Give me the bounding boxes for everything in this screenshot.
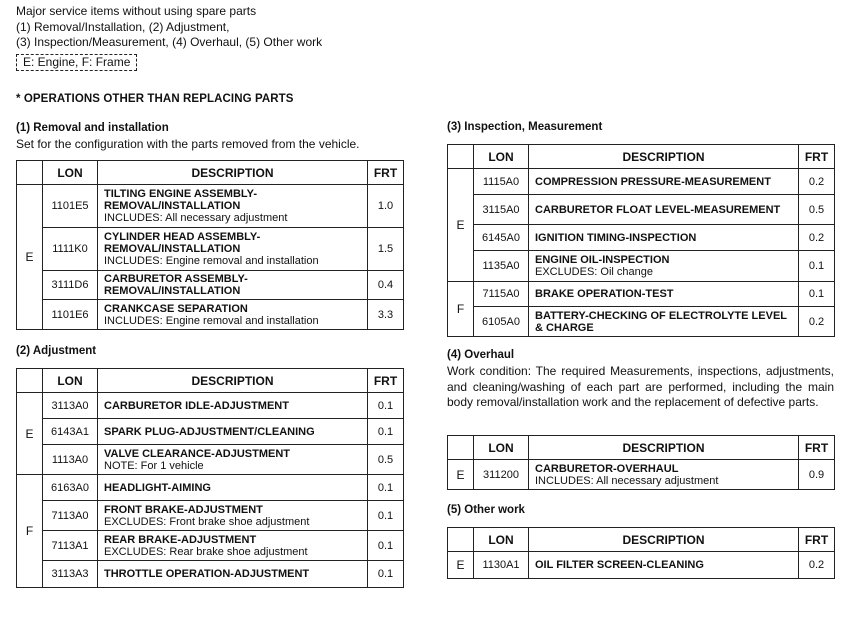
intro-line-1: Major service items without using spare parts <box>16 4 257 18</box>
lon-cell: 3111D6 <box>43 271 98 300</box>
description-cell <box>98 185 368 228</box>
item-name: CARBURETOR ASSEMBLY-REMOVAL/INSTALLATION <box>104 273 248 297</box>
table-row <box>448 195 835 225</box>
lon-cell: 3115A0 <box>474 195 529 225</box>
intro-block <box>16 4 322 71</box>
lon-cell: 6105A0 <box>474 307 529 337</box>
inspection-table <box>447 144 835 337</box>
legend-box: E: Engine, F: Frame <box>16 54 137 71</box>
description-cell <box>98 271 368 300</box>
item-note: EXCLUDES: Front brake shoe adjustment <box>104 515 310 528</box>
item-name: SPARK PLUG-ADJUSTMENT/CLEANING <box>104 425 315 438</box>
table-row <box>17 300 404 330</box>
description-cell <box>529 225 799 251</box>
item-name: OIL FILTER SCREEN-CLEANING <box>535 559 704 571</box>
table-header <box>17 161 404 185</box>
table-row <box>17 501 404 531</box>
frt-cell: 0.2 <box>799 552 835 579</box>
item-note: EXCLUDES: Oil change <box>535 266 653 278</box>
other-work-table <box>447 527 835 579</box>
item-note: EXCLUDES: Rear brake shoe adjustment <box>104 545 308 558</box>
table-row <box>17 475 404 501</box>
table-row <box>448 282 835 307</box>
table-row <box>17 445 404 475</box>
category-cell: E <box>17 393 43 475</box>
item-name: FRONT BRAKE-ADJUSTMENT <box>104 503 263 516</box>
table-row <box>17 228 404 271</box>
item-note: INCLUDES: All necessary adjustment <box>104 212 288 224</box>
frt-cell: 0.1 <box>368 393 404 419</box>
description-cell <box>98 475 368 501</box>
header-cat <box>448 436 474 460</box>
header-cat <box>448 145 474 169</box>
header-lon: LON <box>474 436 529 460</box>
lon-cell: 6163A0 <box>43 475 98 501</box>
header-lon: LON <box>474 145 529 169</box>
table-row <box>448 169 835 195</box>
lon-cell: 1101E5 <box>43 185 98 228</box>
description-cell <box>98 531 368 561</box>
description-cell <box>529 169 799 195</box>
item-name: CARBURETOR-OVERHAUL <box>535 462 679 475</box>
frt-cell: 0.4 <box>368 271 404 300</box>
item-name: THROTTLE OPERATION-ADJUSTMENT <box>104 568 310 580</box>
removal-title: (1) Removal and installation <box>16 122 169 134</box>
frt-cell: 0.1 <box>368 419 404 445</box>
removal-table <box>16 160 404 330</box>
category-cell: E <box>448 552 474 579</box>
category-cell: E <box>448 460 474 490</box>
item-name: TILTING ENGINE ASSEMBLY-REMOVAL/INSTALLATION <box>104 188 257 212</box>
frt-cell: 0.1 <box>368 501 404 531</box>
category-cell: E <box>17 185 43 330</box>
header-description: DESCRIPTION <box>529 528 799 552</box>
header-frt: FRT <box>799 436 835 460</box>
overhaul-table <box>447 435 835 490</box>
item-note: INCLUDES: All necessary adjustment <box>535 474 719 487</box>
item-name: CRANKCASE SEPARATION <box>104 302 248 315</box>
frt-cell: 0.1 <box>368 561 404 588</box>
frt-cell: 0.2 <box>799 307 835 337</box>
table-row <box>448 460 835 490</box>
frt-cell: 0.2 <box>799 169 835 195</box>
header-frt: FRT <box>368 369 404 393</box>
header-cat <box>17 161 43 185</box>
removal-subtitle: Set for the configuration with the parts removed from the vehicle. <box>16 137 360 151</box>
frt-cell: 0.1 <box>799 282 835 307</box>
lon-cell: 1111K0 <box>43 228 98 271</box>
lon-cell: 1101E6 <box>43 300 98 330</box>
frt-cell: 0.5 <box>799 195 835 225</box>
header-cat <box>17 369 43 393</box>
table-row <box>17 561 404 588</box>
table-row <box>17 185 404 228</box>
item-name: ENGINE OIL-INSPECTION <box>535 254 670 266</box>
header-description: DESCRIPTION <box>529 145 799 169</box>
description-cell <box>529 460 799 490</box>
other-work-title: (5) Other work <box>447 504 525 516</box>
lon-cell: 6143A1 <box>43 419 98 445</box>
table-row <box>448 251 835 282</box>
item-name: CYLINDER HEAD ASSEMBLY-REMOVAL/INSTALLATION <box>104 231 261 255</box>
table-row <box>448 552 835 579</box>
overhaul-paragraph: Work condition: The required Measurements, inspections, adjustments, and cleaning/washing of each part are performed, including the main body removal/installation work and the replacement of defective parts. <box>447 364 834 409</box>
description-cell <box>529 307 799 337</box>
lon-cell: 1113A0 <box>43 445 98 475</box>
frt-cell: 0.2 <box>799 225 835 251</box>
description-cell <box>529 282 799 307</box>
frt-cell: 1.5 <box>368 228 404 271</box>
description-cell <box>98 300 368 330</box>
frt-cell: 3.3 <box>368 300 404 330</box>
lon-cell: 3113A0 <box>43 393 98 419</box>
description-cell <box>98 445 368 475</box>
item-name: BRAKE OPERATION-TEST <box>535 288 674 300</box>
description-cell <box>98 501 368 531</box>
operations-title: * OPERATIONS OTHER THAN REPLACING PARTS <box>16 93 294 105</box>
item-note: INCLUDES: Engine removal and installation <box>104 255 319 267</box>
lon-cell: 7115A0 <box>474 282 529 307</box>
item-name: CARBURETOR FLOAT LEVEL-MEASUREMENT <box>535 203 781 216</box>
lon-cell: 7113A1 <box>43 531 98 561</box>
header-frt: FRT <box>368 161 404 185</box>
item-name: IGNITION TIMING-INSPECTION <box>535 231 697 244</box>
table-header <box>448 528 835 552</box>
header-frt: FRT <box>799 528 835 552</box>
frt-cell: 0.1 <box>368 531 404 561</box>
table-row <box>448 225 835 251</box>
adjustment-table <box>16 368 404 588</box>
description-cell <box>98 393 368 419</box>
header-lon: LON <box>43 369 98 393</box>
category-cell: F <box>448 282 474 337</box>
lon-cell: 3113A3 <box>43 561 98 588</box>
header-cat <box>448 528 474 552</box>
description-cell <box>529 552 799 579</box>
header-frt: FRT <box>799 145 835 169</box>
item-name: CARBURETOR IDLE-ADJUSTMENT <box>104 399 289 412</box>
header-description: DESCRIPTION <box>529 436 799 460</box>
item-name: REAR BRAKE-ADJUSTMENT <box>104 533 257 546</box>
header-lon: LON <box>43 161 98 185</box>
table-header <box>448 145 835 169</box>
header-lon: LON <box>474 528 529 552</box>
lon-cell: 7113A0 <box>43 501 98 531</box>
description-cell <box>98 228 368 271</box>
category-cell: F <box>17 475 43 588</box>
lon-cell: 6145A0 <box>474 225 529 251</box>
table-row <box>17 271 404 300</box>
frt-cell: 0.1 <box>368 475 404 501</box>
table-header <box>448 436 835 460</box>
table-row <box>448 307 835 337</box>
description-cell <box>98 561 368 588</box>
frt-cell: 0.5 <box>368 445 404 475</box>
header-description: DESCRIPTION <box>98 369 368 393</box>
inspection-title: (3) Inspection, Measurement <box>447 121 603 133</box>
lon-cell: 1115A0 <box>474 169 529 195</box>
description-cell <box>529 195 799 225</box>
table-header <box>17 369 404 393</box>
item-name: COMPRESSION PRESSURE-MEASUREMENT <box>535 175 771 188</box>
table-row <box>17 419 404 445</box>
table-row <box>17 531 404 561</box>
table-row <box>17 393 404 419</box>
header-description: DESCRIPTION <box>98 161 368 185</box>
category-cell: E <box>448 169 474 282</box>
intro-line-3: (3) Inspection/Measurement, (4) Overhaul, (5) Other work <box>16 35 323 49</box>
adjustment-title: (2) Adjustment <box>16 345 97 357</box>
frt-cell: 1.0 <box>368 185 404 228</box>
description-cell <box>98 419 368 445</box>
lon-cell: 1135A0 <box>474 251 529 282</box>
item-note: NOTE: For 1 vehicle <box>104 459 204 472</box>
item-name: HEADLIGHT-AIMING <box>104 481 211 494</box>
frt-cell: 0.1 <box>799 251 835 282</box>
intro-line-2: (1) Removal/Installation, (2) Adjustment, <box>16 19 230 34</box>
lon-cell: 311200 <box>474 460 529 490</box>
description-cell <box>529 251 799 282</box>
item-note: INCLUDES: Engine removal and installation <box>104 314 319 327</box>
item-name: VALVE CLEARANCE-ADJUSTMENT <box>104 447 290 460</box>
overhaul-title: (4) Overhaul <box>447 349 515 361</box>
lon-cell: 1130A1 <box>474 552 529 579</box>
frt-cell: 0.9 <box>799 460 835 490</box>
item-name: BATTERY-CHECKING OF ELECTROLYTE LEVEL & CHARGE <box>535 309 787 334</box>
